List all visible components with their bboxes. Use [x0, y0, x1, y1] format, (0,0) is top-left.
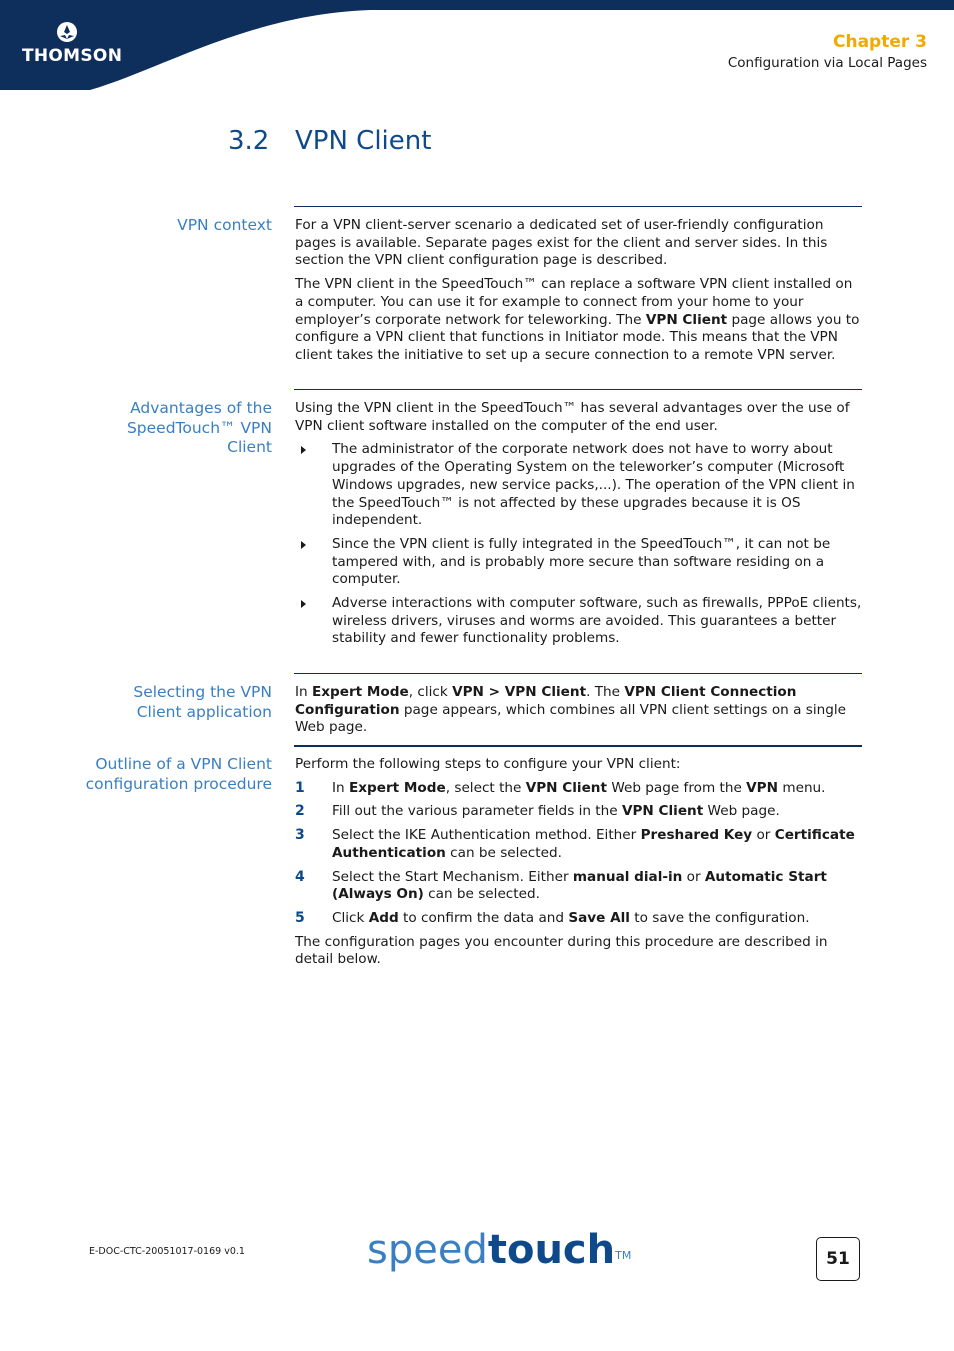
paragraph: Perform the following steps to configure your VPN client: [295, 756, 681, 772]
thomson-logo-icon [57, 22, 77, 42]
steps-list [295, 780, 863, 928]
list-item: The administrator of the corporate network does not have to worry about upgrades of the Operating System on the teleworker’s computer (Microsoft Windows upgrades, new service packs,...). The operation of the VPN client in the SpeedTouch™ is not affected by these upgrades because it is OS independent. [295, 441, 863, 530]
step-item: 3 Select the IKE Authentication method. Either Preshared Key or Certificate Authentication can be selected. [295, 827, 855, 861]
step-number: 3 [295, 827, 305, 844]
paragraph: In Expert Mode, click VPN > VPN Client. The VPN Client Connection Configuration page appears, which combines all VPN client settings on a single Web page. [295, 684, 846, 736]
advantages-list [295, 441, 863, 648]
paragraph: Using the VPN client in the SpeedTouch™ has several advantages over the use of VPN client software installed on the computer of the end user. [295, 400, 850, 434]
vpn-context-body [295, 217, 863, 371]
header-band [0, 0, 954, 100]
paragraph: For a VPN client-server scenario a dedicated set of user-friendly configuration pages is available. Separate pages exist for the client and server sides. In this section the VPN client configuration page is described. [295, 217, 828, 269]
step-number: 5 [295, 909, 305, 926]
paragraph: The VPN client in the SpeedTouch™ can replace a software VPN client installed on a computer. You can use it for example to connect from your home to your employer’s corporate network for teleworking. The VPN Client page allows you to configure a VPN client that functions in Initiator mode. This means that the VPN client takes the initiative to set up a secure connection to a remote VPN server. [295, 276, 860, 363]
step-item: 2 Fill out the various parameter fields in the VPN Client Web page. [295, 803, 780, 820]
section-number: 3.2 [228, 126, 270, 156]
outline-body [295, 756, 863, 975]
step-item: 1 In Expert Mode, select the VPN Client Web page from the VPN menu. [295, 779, 826, 796]
advantages-body [295, 400, 863, 654]
list-item: Since the VPN client is fully integrated in the SpeedTouch™, it can not be tampered with, and is probably more secure than software residing on a computer. [295, 536, 863, 589]
side-heading-vpn-context: VPN context [177, 216, 272, 234]
step-item: 4 Select the Start Mechanism. Either manual dial-in or Automatic Start (Always On) can be selected. [295, 868, 827, 903]
section-divider [294, 745, 862, 747]
side-heading-outline: Outline of a VPN Client configuration procedure [85, 755, 272, 793]
side-heading-selecting: Selecting the VPN Client application [133, 683, 272, 721]
step-item: 5 Click Add to confirm the data and Save All to save the configuration. [295, 909, 810, 926]
side-heading-advantages: Advantages of the SpeedTouch™ VPN Client [126, 399, 272, 456]
section-divider [294, 673, 862, 674]
step-number: 1 [295, 779, 305, 796]
bullet-arrow-icon [301, 541, 306, 549]
chapter-subtitle: Configuration via Local Pages [727, 55, 927, 71]
section-title [228, 126, 431, 156]
step-number: 2 [295, 803, 305, 820]
section-divider [294, 389, 862, 390]
paragraph: The configuration pages you encounter during this procedure are described in detail below. [295, 933, 828, 968]
document-id: E-DOC-CTC-20051017-0169 v0.1 [89, 1246, 245, 1257]
step-number: 4 [295, 868, 305, 885]
section-title-text: VPN Client [295, 126, 432, 156]
thomson-logo: THOMSON [22, 46, 123, 66]
page-number: 51 [816, 1237, 860, 1281]
section-divider [294, 206, 862, 207]
bullet-arrow-icon [301, 446, 306, 454]
selecting-body [295, 684, 863, 743]
list-item: Adverse interactions with computer software, such as firewalls, PPPoE clients, wireless drivers, viruses and worms are avoided. This guarantees a better stability and fewer functionality problems. [295, 595, 863, 648]
chapter-label: Chapter 3 [832, 32, 927, 52]
speedtouch-logo: speedtouch™ [367, 1227, 632, 1273]
bullet-arrow-icon [301, 600, 306, 608]
